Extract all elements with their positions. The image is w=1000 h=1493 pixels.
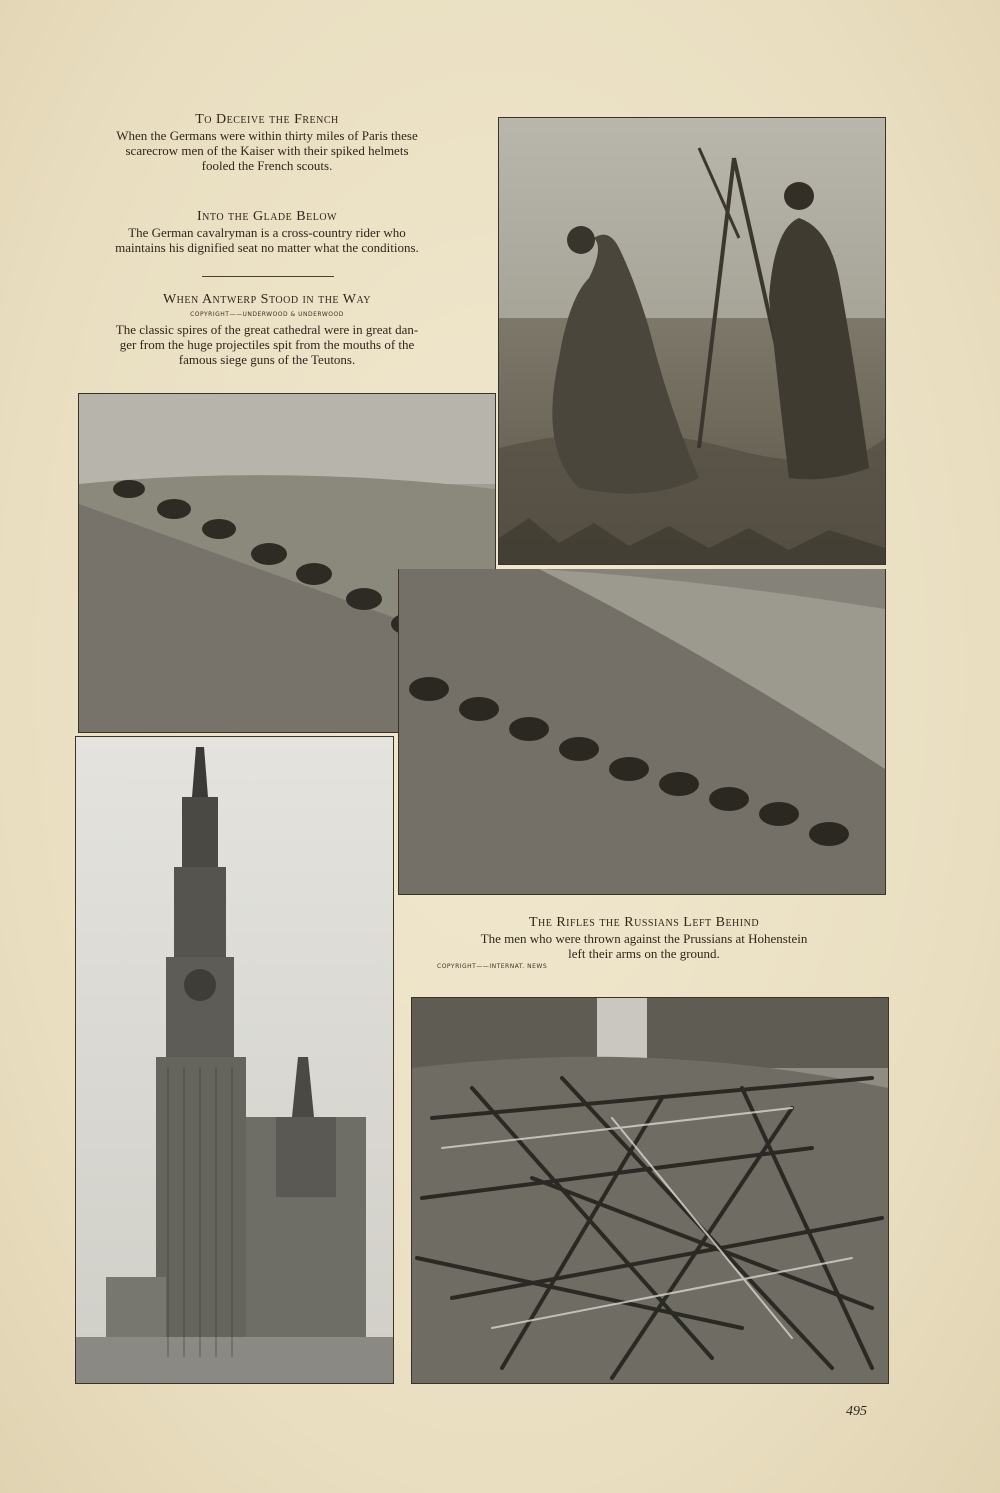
caption-deceive-french — [66, 112, 468, 173]
photo-cavalry-slope-lower — [398, 569, 886, 895]
photo-scarecrow-men — [498, 117, 886, 565]
caption-body: ger from the huge projectiles spit from the mouths of the — [119, 337, 415, 352]
caption-body: The classic spires of the great cathedral were in great dan- — [115, 322, 419, 337]
page-number: 495 — [846, 1404, 867, 1419]
copyright-line: COPYRIGHT——INTERNAT. NEWS — [437, 963, 548, 970]
caption-body: maintains his dignified seat no matter what the conditions. — [115, 240, 419, 255]
caption-title: When Antwerp Stood in the Way — [162, 292, 372, 307]
caption-body: famous siege guns of the Teutons. — [178, 352, 356, 367]
caption-body: The German cavalryman is a cross-country rider who — [128, 225, 406, 240]
caption-antwerp — [66, 292, 468, 367]
caption-body: scarecrow men of the Kaiser with their spiked helmets — [125, 143, 409, 158]
photo-antwerp-cathedral — [75, 736, 394, 1384]
caption-body: The men who were thrown against the Prussians at Hohenstein — [480, 931, 808, 946]
photo-rifle-pile — [411, 997, 889, 1384]
divider-rule — [202, 276, 334, 277]
caption-title: Into the Glade Below — [197, 209, 337, 224]
caption-body: fooled the French scouts. — [201, 158, 333, 173]
caption-body: left their arms on the ground. — [568, 946, 720, 961]
caption-title: To Deceive the French — [195, 112, 339, 127]
caption-glade-below — [66, 209, 468, 255]
copyright-line-rifles — [437, 963, 547, 970]
caption-title: The Rifles the Russians Left Behind — [528, 915, 760, 930]
caption-russian-rifles — [400, 915, 888, 961]
caption-body: When the Germans were within thirty miles of Paris these — [116, 128, 418, 143]
copyright-line: COPYRIGHT——UNDERWOOD & UNDERWOOD — [190, 311, 344, 318]
